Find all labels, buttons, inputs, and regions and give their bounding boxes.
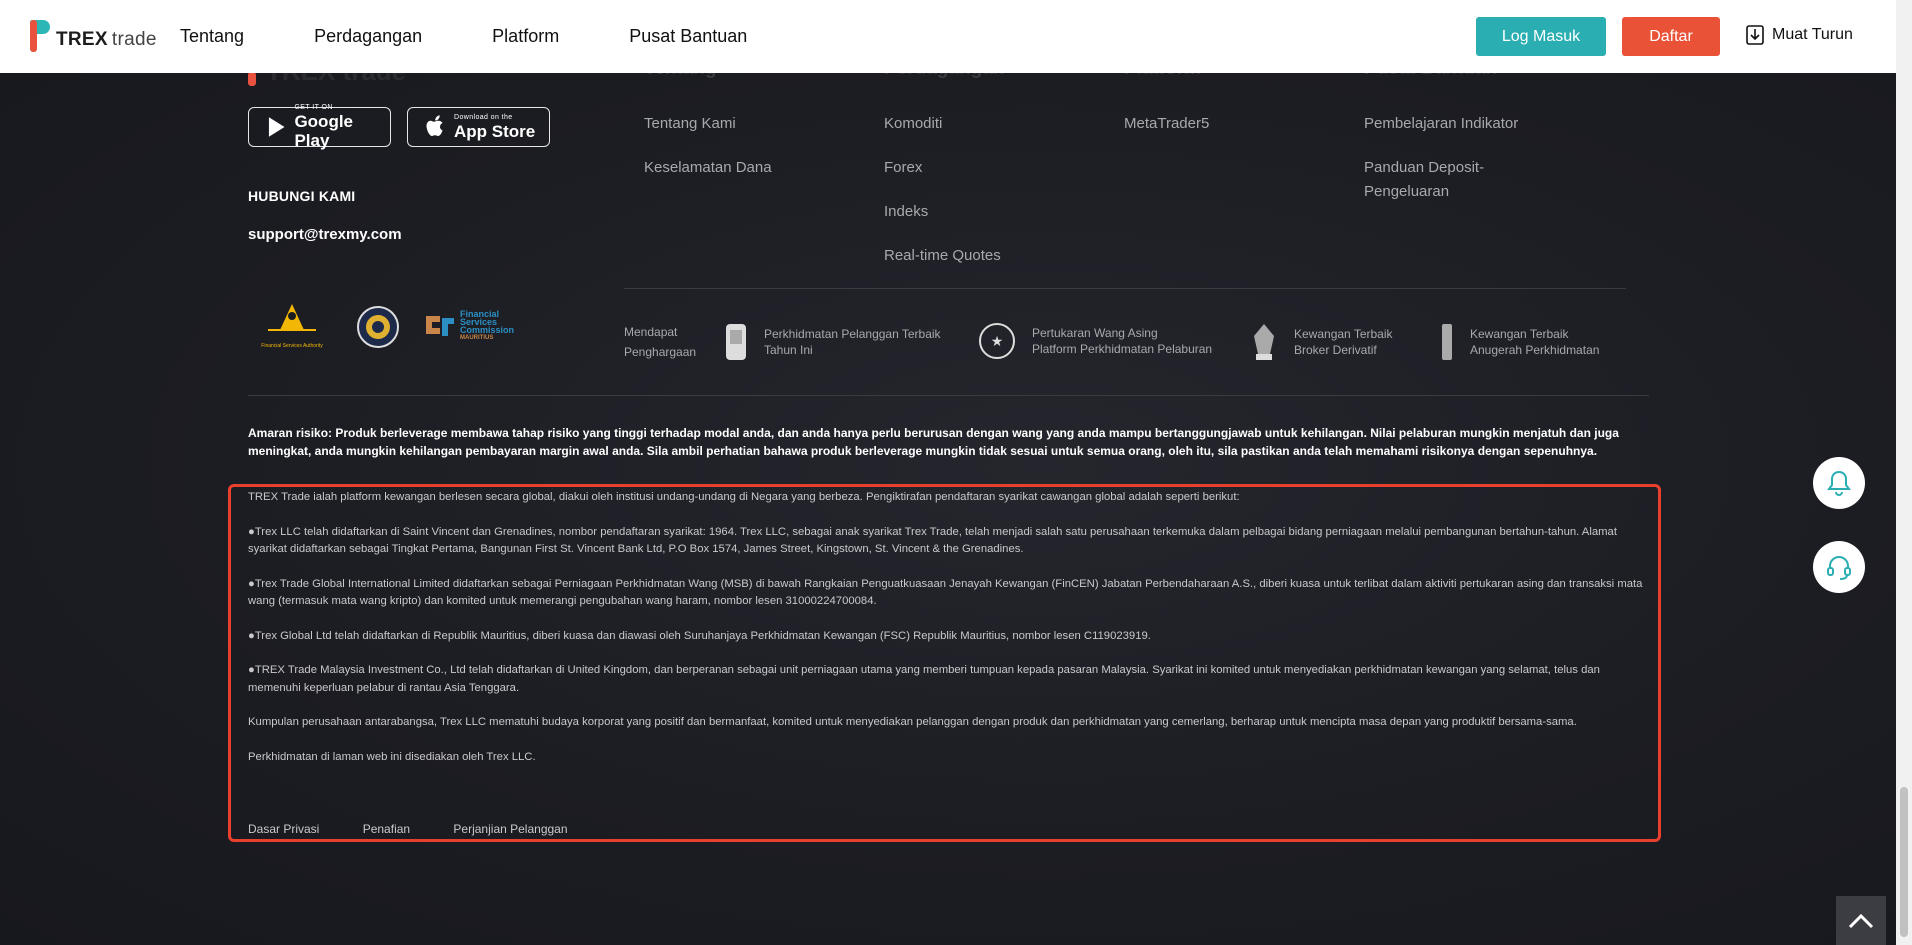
award-1-line2: Tahun Ini — [764, 343, 813, 357]
footer-col-perdagangan — [884, 112, 1001, 288]
download-label: Muat Turun — [1772, 26, 1853, 43]
link-customer-agreement[interactable]: Perjanjian Pelanggan — [453, 822, 568, 836]
link-disclaimer[interactable]: Penafian — [362, 822, 411, 836]
trex-logo-icon — [30, 20, 50, 52]
legal-para: TREX Trade ialah platform kewangan berlesen secara global, diakui oleh institusi undang-undang di Negara yang berbeza. Pengiktirafan pendaftaran syarikat cawangan global adalah seperti berikut: — [248, 491, 1240, 503]
legal-text — [248, 489, 1648, 783]
google-play-small: GET IT ON — [294, 104, 333, 111]
award-4-line1: Kewangan Terbaik — [1470, 327, 1569, 341]
app-store-small: Download on the — [454, 113, 513, 121]
award-3-line1: Kewangan Terbaik — [1294, 327, 1393, 341]
trophy-icon — [724, 322, 748, 362]
fsc-line2: Services — [460, 317, 498, 327]
bottom-links — [248, 822, 608, 836]
fsc-line3: Commission — [460, 325, 515, 335]
awards-label — [624, 322, 696, 362]
link-pembelajaran-indikator[interactable]: Pembelajaran Indikator — [1364, 115, 1519, 132]
apple-icon — [426, 115, 446, 139]
awards-label-1: Mendapat — [624, 325, 678, 339]
page-scrollbar[interactable] — [1896, 0, 1912, 945]
logo-text: TREX — [56, 29, 108, 50]
logo-sub: trade — [111, 29, 157, 50]
link-indeks[interactable]: Indeks — [884, 203, 929, 220]
nav-pusat-bantuan[interactable]: Pusat Bantuan — [629, 26, 748, 46]
link-privacy[interactable]: Dasar Privasi — [248, 822, 320, 836]
link-metatrader5[interactable]: MetaTrader5 — [1124, 115, 1210, 132]
award-4 — [1440, 322, 1599, 362]
google-play-big: Google Play — [294, 112, 354, 150]
award-3-line2: Broker Derivatif — [1294, 343, 1377, 357]
svg-text:★: ★ — [990, 333, 1004, 349]
legal-para: ●Trex Global Ltd telah didaftarkan di Republik Mauritius, diberi kuasa dan diawasi oleh Suruhanjaya Perkhidmatan Kewangan (FSC) Republik Mauritius, nombor lesen C119023919. — [248, 629, 1151, 642]
link-realtime-quotes[interactable]: Real-time Quotes — [884, 247, 1001, 264]
legal-para: Kumpulan perusahaan antarabangsa, Trex LLC mematuhi budaya korporat yang positif dan bermanfaat, komited untuk menyediakan pelanggan dengan produk dan perkhidmatan yang cemerlang, berharap untuk mencipta masa depan yang produktif bersama-sama. — [248, 716, 1577, 728]
award-2-line2: Platform Perkhidmatan Pelaburan — [1032, 342, 1213, 356]
app-store-button[interactable] — [407, 107, 550, 147]
footer-col-platform — [1124, 112, 1209, 156]
link-keselamatan-dana[interactable]: Keselamatan Dana — [644, 159, 772, 176]
fsc-line4: MAURITIUS — [460, 335, 494, 341]
bell-icon — [1826, 469, 1852, 497]
footer-col-bantuan — [1364, 112, 1518, 224]
footer-col-tentang — [644, 112, 772, 200]
headset-icon — [1825, 553, 1853, 581]
award-plaque-icon — [1440, 322, 1454, 362]
nav-perdagangan[interactable]: Perdagangan — [314, 26, 423, 46]
risk-warning: Amaran risiko: Produk berleverage membawa tahap risiko yang tinggi terhadap modal anda, dan anda hanya perlu berurusan dengan wang yang anda mampu bertanggungjawab untuk kehilangan. Nilai pelaburan mungkin menjatuh dan juga meningkat, anda mungkin kehilangan pembayaran margin awal anda. Sila ambil perhatian bahawa produk berleverage mungkin tidak sesuai untuk semua orang, oleh itu, sila pastikan anda telah memahami risikonya dengan sepenuhnya. — [248, 426, 1619, 458]
legal-para: Perkhidmatan di laman web ini disediakan oleh Trex LLC. — [248, 750, 536, 763]
download-button[interactable] — [1746, 25, 1853, 45]
chevron-up-icon — [1848, 913, 1874, 929]
seal-logo — [356, 305, 400, 354]
fsc-line1: Financial — [460, 309, 500, 319]
fsc-mauritius-logo — [422, 308, 514, 344]
link-panduan-deposit[interactable]: Panduan Deposit- — [1364, 159, 1485, 176]
contact-heading: HUBUNGI KAMI — [248, 188, 356, 204]
link-komoditi[interactable]: Komoditi — [884, 115, 943, 132]
fsa-text: Financial Services Authority — [261, 343, 323, 349]
contact-email[interactable]: support@trexmy.com — [248, 226, 402, 243]
divider — [624, 288, 1626, 289]
google-play-icon — [267, 116, 286, 138]
scrollbar-thumb[interactable] — [1900, 787, 1908, 937]
download-icon — [1746, 25, 1764, 45]
top-header — [0, 0, 1896, 73]
legal-para: ●Trex LLC telah didaftarkan di Saint Vincent dan Grenadines, nombor pendaftaran syarikat: 1964. Trex LLC, sebagai anak syarikat Trex Trade, telah menjadi salah satu perusahaan terkemuka dalam pelbagai bidang perniagaan melalui pembangunan bertahun-tahun. Alamat syarikat didaftarkan sebagai Tingkat Pertama, Bangunan First St. Vincent Bank Ltd, P.O Box 1574, James Street, Kingstown, St. Vincent & the Grenadines. — [248, 525, 1617, 555]
fsa-logo — [248, 300, 336, 349]
legal-para: ●Trex Trade Global International Limited didaftarkan sebagai Perniagaan Perkhidmatan Wang (MSB) di bawah Rangkaian Penguatkuasaan Jenayah Kewangan (FinCEN) Jabatan Perbendaharaan A.S., diberi kuasa untuk terlibat dalam aktiviti pertukaran asing dan transaksi mata wang (termasuk mata wang kripto) dan komited untuk memerangi pengubahan wang haram, nombor lesen 31000224700084. — [248, 577, 1643, 607]
main-nav — [180, 0, 817, 73]
awards-label-2: Penghargaan — [624, 345, 697, 359]
support-button[interactable] — [1813, 541, 1865, 593]
award-4-line2: Anugerah Perkhidmatan — [1470, 343, 1600, 357]
notification-button[interactable] — [1813, 457, 1865, 509]
award-trophy-icon — [1250, 322, 1278, 362]
login-button[interactable]: Log Masuk — [1476, 17, 1606, 56]
laurel-icon — [978, 322, 1016, 360]
link-pengeluaran[interactable]: Pengeluaran — [1364, 183, 1450, 200]
nav-platform[interactable]: Platform — [492, 26, 560, 46]
app-store-big: App Store — [454, 121, 536, 141]
award-1 — [724, 322, 941, 362]
award-2 — [978, 322, 1212, 360]
trex-logo[interactable] — [30, 20, 157, 52]
link-forex[interactable]: Forex — [884, 159, 923, 176]
google-play-button[interactable] — [248, 104, 391, 150]
award-2-line1: Pertukaran Wang Asing — [1032, 326, 1158, 340]
award-1-line1: Perkhidmatan Pelanggan Terbaik — [764, 327, 941, 341]
link-tentang-kami[interactable]: Tentang Kami — [644, 115, 736, 132]
scroll-to-top-button[interactable] — [1836, 896, 1886, 945]
nav-tentang[interactable]: Tentang — [180, 26, 245, 46]
award-3 — [1250, 322, 1393, 362]
legal-para: ●TREX Trade Malaysia Investment Co., Ltd telah didaftarkan di United Kingdom, dan berperanan sebagai unit perniagaan utama yang memberi tumpuan kepada pasaran Malaysia. Syarikat ini komited untuk menyediakan perkhidmatan kewangan yang selamat, telus dan memenuhi keperluan pelabur di rantau Asia Tenggara. — [248, 664, 1600, 694]
divider — [248, 395, 1649, 396]
register-button[interactable]: Daftar — [1622, 17, 1720, 56]
